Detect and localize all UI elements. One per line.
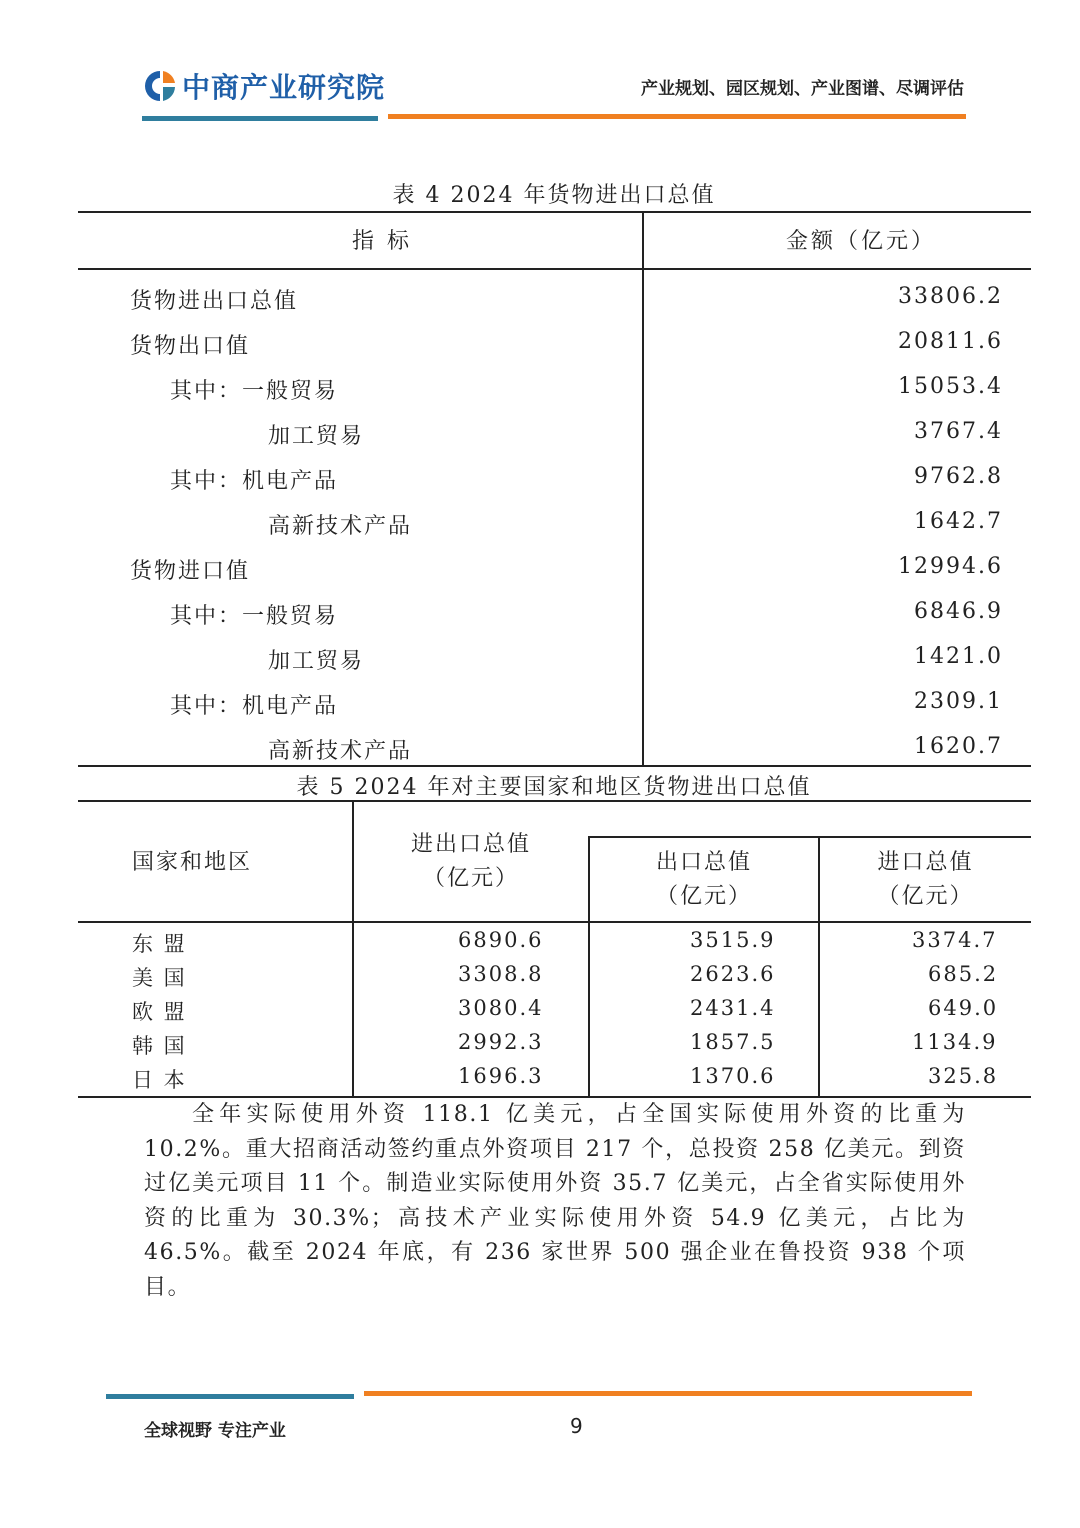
row-value: 3767.4 — [914, 419, 1003, 444]
table-row — [78, 321, 1030, 366]
row-region: 韩 国 — [132, 1034, 187, 1058]
row-import: 3374.7 — [912, 928, 998, 952]
row-export: 1857.5 — [690, 1030, 776, 1054]
row-value: 2309.1 — [914, 689, 1003, 714]
row-export: 2431.4 — [690, 996, 776, 1020]
table-row — [78, 681, 1030, 726]
table-row — [78, 501, 1030, 546]
body-paragraph: 全年实际使用外资 118.1 亿美元，占全国实际使用外资的比重为 10.2%。重大招商活动签约重点外资项目 217 个，总投资 258 亿美元。到资过亿美元项目 11 个。制造业实际使用外资 35.7 亿美元，占全省实际使用外资的比重为 30.3%；高技术产业实际使用外资 54.9 亿美元，占比为 46.5%。截至 2024 年底，有 236 家世界 500 强企业在鲁投资 938 个项目。 — [144, 1102, 967, 1300]
row-total: 3080.4 — [458, 996, 544, 1020]
logo-text: 中商产业研究院 — [182, 71, 386, 104]
table-row — [78, 456, 1030, 501]
row-label: 货物进口值 — [130, 559, 251, 584]
row-value: 1620.7 — [914, 734, 1003, 759]
table-row — [78, 1026, 1030, 1060]
table-row — [78, 1060, 1030, 1094]
header-total-label: 进出口总值 — [410, 832, 531, 857]
table5-header-export — [590, 846, 818, 914]
table-row — [78, 366, 1030, 411]
table4-top-rule — [78, 211, 1031, 213]
table5-header-total — [354, 828, 588, 896]
row-label: 其中：一般贸易 — [170, 379, 339, 404]
row-import: 325.8 — [928, 1064, 999, 1088]
row-region: 欧 盟 — [132, 1000, 187, 1024]
table5-subhead-rule — [588, 836, 1031, 838]
row-value: 12994.6 — [898, 554, 1003, 579]
table5-head-rule — [78, 921, 1031, 923]
row-total: 3308.8 — [458, 962, 544, 986]
row-total: 1696.3 — [458, 1064, 544, 1088]
row-region: 日 本 — [132, 1068, 187, 1092]
footer-slogan: 全球视野 专注产业 — [144, 1421, 286, 1441]
row-label: 货物进出口总值 — [130, 289, 299, 314]
table4-header-amount: 金额（亿元） — [786, 229, 937, 254]
table4-head-rule — [78, 268, 1031, 270]
table-row — [78, 591, 1030, 636]
header-divider-blue — [142, 116, 378, 121]
footer-divider-orange — [364, 1391, 972, 1396]
logo — [142, 66, 385, 106]
table5-caption: 表 5 2024 年对主要国家和地区货物进出口总值 — [296, 775, 812, 800]
logo-mark-icon — [142, 68, 178, 104]
row-import: 649.0 — [928, 996, 999, 1020]
row-label: 其中：机电产品 — [170, 469, 339, 494]
header-export-unit: （亿元） — [655, 884, 752, 909]
table5-header-import — [820, 846, 1031, 914]
row-label: 加工贸易 — [268, 649, 365, 674]
row-export: 1370.6 — [690, 1064, 776, 1088]
row-label: 其中：一般贸易 — [170, 604, 339, 629]
table-row — [78, 636, 1030, 681]
row-label: 加工贸易 — [268, 424, 365, 449]
row-region: 美 国 — [132, 966, 187, 990]
table-row — [78, 958, 1030, 992]
row-value: 33806.2 — [898, 284, 1003, 309]
row-value: 20811.6 — [898, 329, 1003, 354]
row-value: 1421.0 — [914, 644, 1003, 669]
table-row — [78, 924, 1030, 958]
header-import-unit: （亿元） — [877, 884, 974, 909]
table-row — [78, 726, 1030, 771]
header-total-unit: （亿元） — [422, 866, 519, 891]
table-row — [78, 411, 1030, 456]
row-export: 3515.9 — [690, 928, 776, 952]
row-value: 6846.9 — [914, 599, 1003, 624]
table-row — [78, 546, 1030, 591]
row-label: 货物出口值 — [130, 334, 251, 359]
row-export: 2623.6 — [690, 962, 776, 986]
row-total: 2992.3 — [458, 1030, 544, 1054]
row-value: 15053.4 — [898, 374, 1003, 399]
table-row — [78, 276, 1030, 321]
row-region: 东 盟 — [132, 932, 187, 956]
header-import-label: 进口总值 — [877, 850, 974, 875]
header-tagline: 产业规划、园区规划、产业图谱、尽调评估 — [641, 79, 964, 99]
table4-caption: 表 4 2024 年货物进出口总值 — [392, 183, 716, 208]
header-divider-orange — [388, 114, 966, 119]
row-label: 其中：机电产品 — [170, 694, 339, 719]
row-import: 1134.9 — [912, 1030, 998, 1054]
table-row — [78, 992, 1030, 1026]
table5-top-rule — [78, 800, 1031, 802]
row-import: 685.2 — [928, 962, 999, 986]
table4-header-indicator: 指 标 — [352, 229, 412, 254]
row-value: 9762.8 — [914, 464, 1003, 489]
header-export-label: 出口总值 — [655, 850, 752, 875]
row-total: 6890.6 — [458, 928, 544, 952]
row-value: 1642.7 — [914, 509, 1003, 534]
footer-divider-blue — [106, 1394, 354, 1399]
row-label: 高新技术产品 — [268, 514, 413, 539]
table5-header-region: 国家和地区 — [132, 850, 253, 875]
row-label: 高新技术产品 — [268, 739, 413, 764]
page-number: 9 — [570, 1414, 583, 1438]
